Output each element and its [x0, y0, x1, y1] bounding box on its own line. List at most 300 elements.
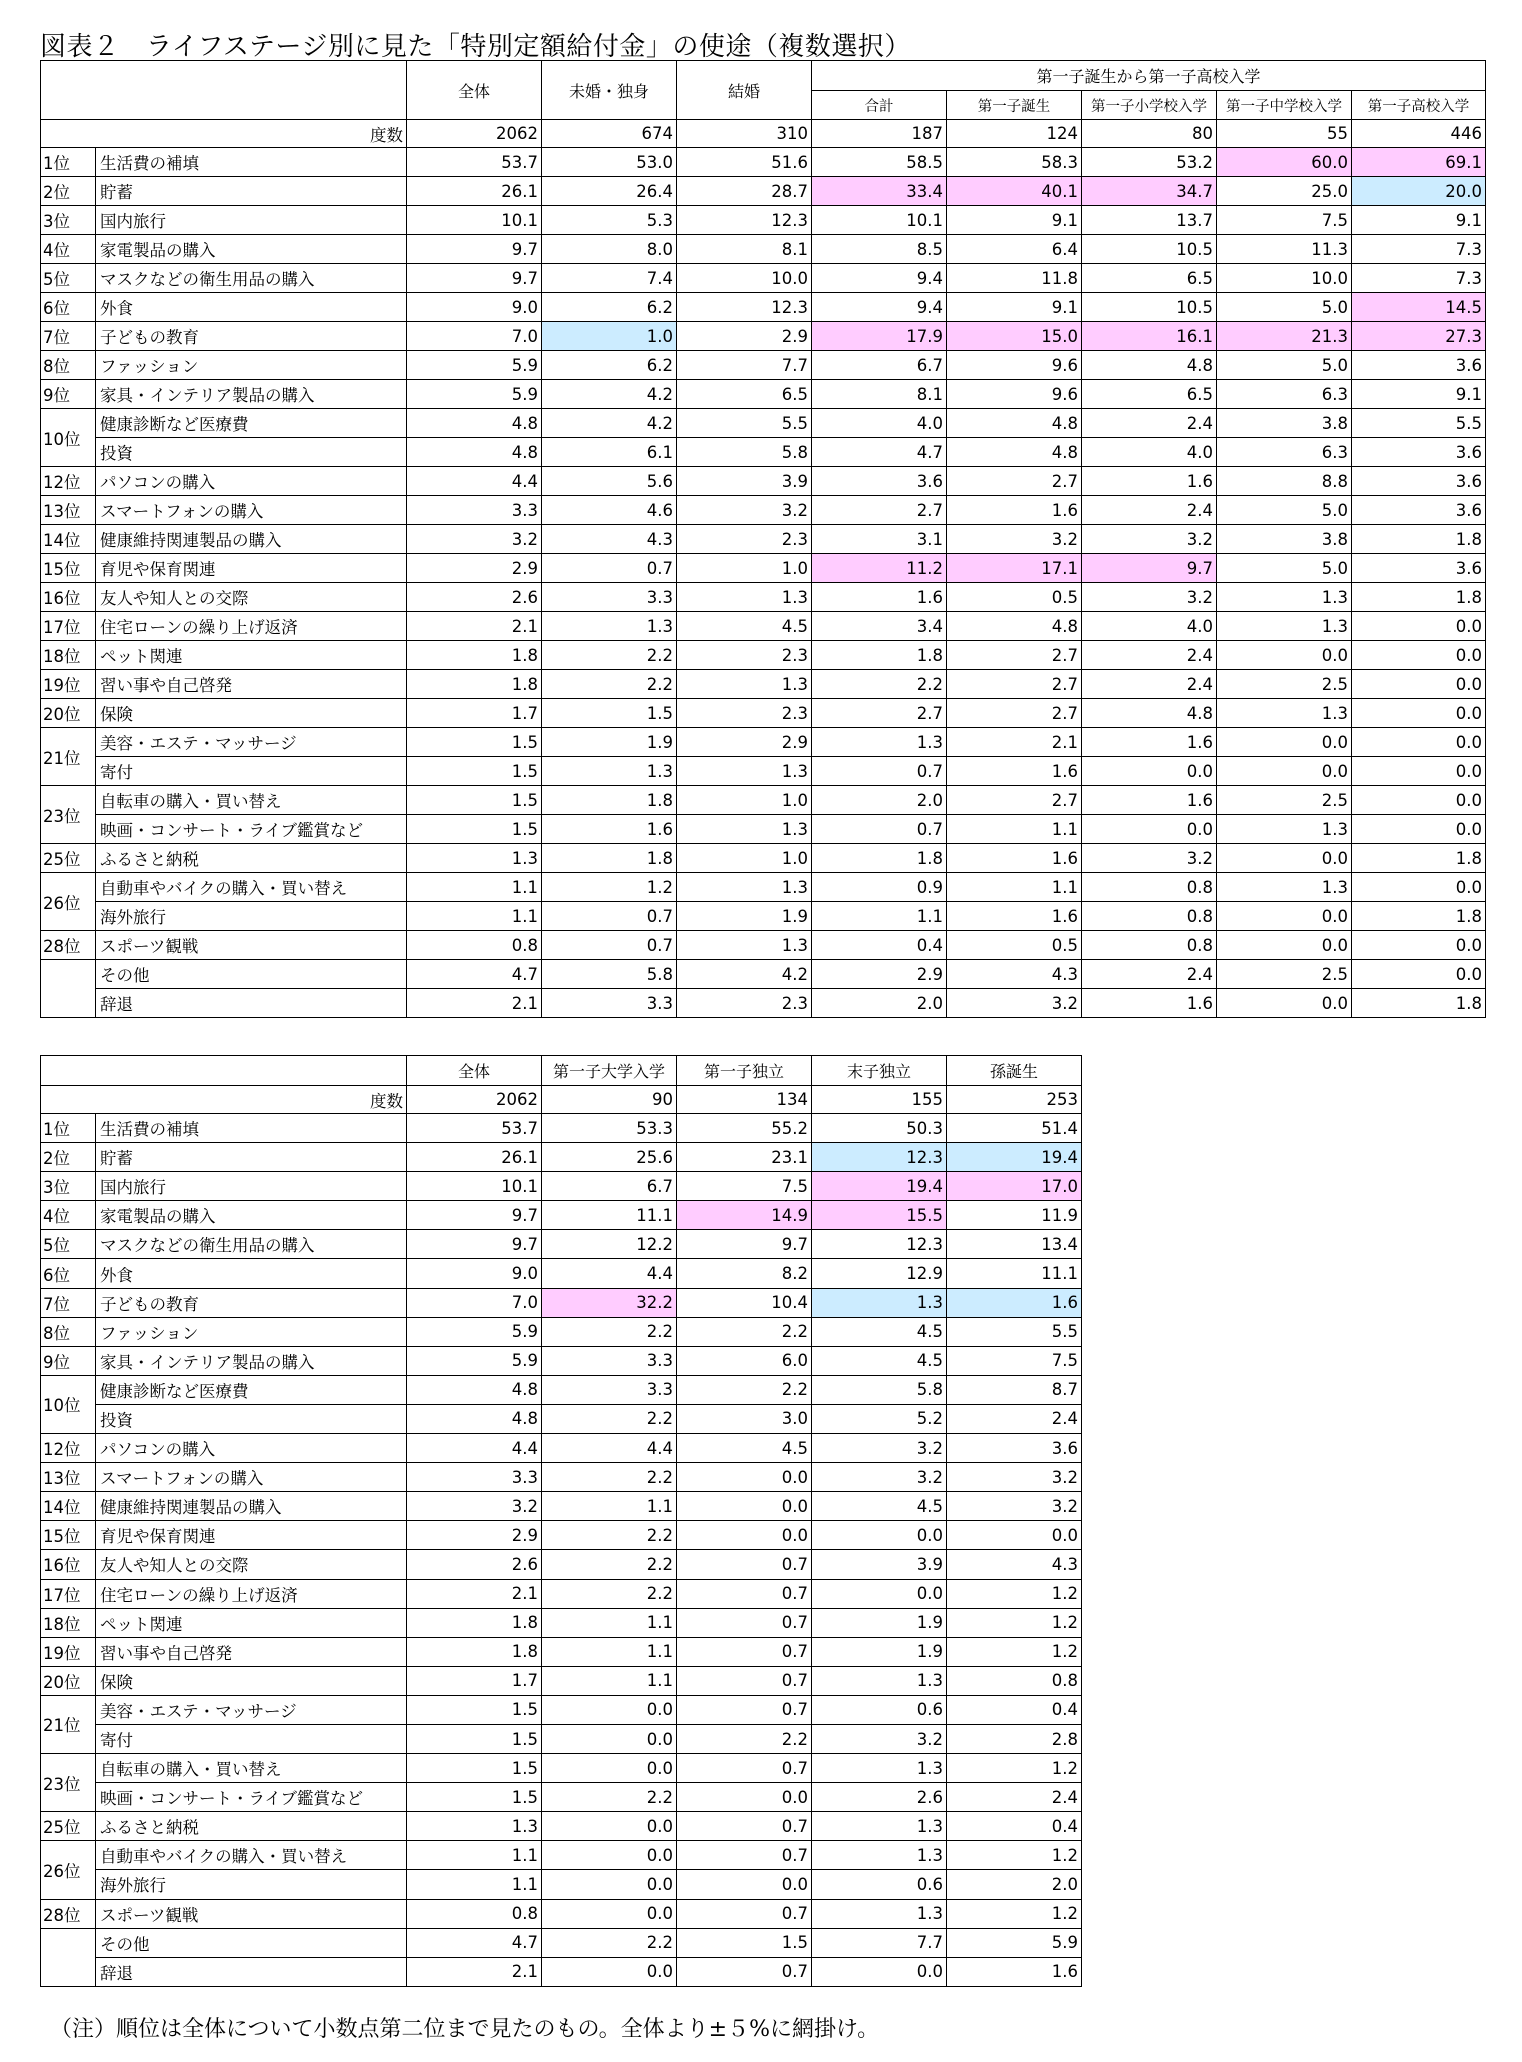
item-cell: 家具・インテリア製品の購入 — [96, 1346, 407, 1375]
value-cell: 4.3 — [947, 960, 1082, 989]
figure-title: 図表２ ライフステージ別に見た「特別定額給付金」の使途（複数選択） — [40, 32, 911, 62]
value-cell: 53.3 — [542, 1114, 677, 1143]
column-header: 結婚 — [677, 61, 812, 120]
value-cell: 2.7 — [812, 496, 947, 525]
table-row — [41, 525, 1486, 554]
value-cell: 3.9 — [677, 467, 812, 496]
value-cell: 2.7 — [812, 699, 947, 728]
count-cell: 674 — [542, 120, 677, 148]
value-cell: 0.0 — [542, 1754, 677, 1783]
value-cell: 0.0 — [1217, 902, 1352, 931]
value-cell: 0.0 — [542, 1695, 677, 1724]
value-cell: 4.2 — [542, 409, 677, 438]
value-cell: 1.6 — [947, 1288, 1082, 1317]
value-cell: 1.8 — [1352, 525, 1486, 554]
value-cell: 3.3 — [542, 583, 677, 612]
value-cell: 2.4 — [1082, 960, 1217, 989]
table-row — [41, 1492, 1082, 1521]
column-header: 第一子中学校入学 — [1217, 91, 1352, 120]
table-row — [41, 1404, 1082, 1433]
item-cell: 健康維持関連製品の購入 — [96, 1492, 407, 1521]
value-cell: 3.8 — [1217, 409, 1352, 438]
value-cell: 0.7 — [677, 1957, 812, 1986]
value-cell: 1.7 — [407, 1666, 542, 1695]
value-cell: 1.1 — [542, 1637, 677, 1666]
value-cell: 2.9 — [407, 1521, 542, 1550]
value-cell: 1.6 — [947, 496, 1082, 525]
value-cell: 8.5 — [812, 235, 947, 264]
item-cell: 住宅ローンの繰り上げ返済 — [96, 1579, 407, 1608]
value-cell: 0.7 — [677, 1666, 812, 1695]
value-cell: 1.6 — [1082, 467, 1217, 496]
value-cell: 1.0 — [677, 844, 812, 873]
rank-cell: 15位 — [41, 554, 96, 583]
table-row — [41, 1230, 1082, 1259]
value-cell: 9.1 — [1352, 380, 1486, 409]
rank-cell: 28位 — [41, 931, 96, 960]
value-cell: 1.6 — [1082, 728, 1217, 757]
value-cell: 0.7 — [677, 1637, 812, 1666]
rank-cell: 12位 — [41, 1434, 96, 1463]
table-row — [41, 409, 1486, 438]
value-cell: 11.9 — [947, 1201, 1082, 1230]
value-cell: 1.8 — [812, 641, 947, 670]
value-cell: 1.3 — [1217, 873, 1352, 902]
value-cell: 2.7 — [947, 699, 1082, 728]
header-blank — [41, 1056, 407, 1086]
value-cell: 11.8 — [947, 264, 1082, 293]
rank-cell: 9位 — [41, 380, 96, 409]
value-cell: 9.7 — [407, 1230, 542, 1259]
value-cell: 7.5 — [677, 1172, 812, 1201]
value-cell: 0.0 — [1217, 757, 1352, 786]
table-row — [41, 1608, 1082, 1637]
item-cell: 美容・エステ・マッサージ — [96, 1695, 407, 1724]
value-cell: 2.2 — [542, 1928, 677, 1957]
value-cell: 58.5 — [812, 148, 947, 177]
value-cell: 0.0 — [1352, 757, 1486, 786]
item-cell: 外食 — [96, 293, 407, 322]
item-cell: 映画・コンサート・ライブ鑑賞など — [96, 1783, 407, 1812]
value-cell: 1.6 — [1082, 786, 1217, 815]
value-cell: 1.1 — [407, 1841, 542, 1870]
value-cell: 1.5 — [542, 699, 677, 728]
value-cell: 2.5 — [1217, 786, 1352, 815]
value-cell: 3.6 — [1352, 554, 1486, 583]
value-cell: 3.2 — [1082, 583, 1217, 612]
value-cell: 8.1 — [812, 380, 947, 409]
item-cell: 自転車の購入・買い替え — [96, 786, 407, 815]
value-cell: 6.3 — [1217, 380, 1352, 409]
value-cell: 5.0 — [1217, 554, 1352, 583]
item-cell: 健康診断など医療費 — [96, 1375, 407, 1404]
value-cell: 2.4 — [1082, 641, 1217, 670]
value-cell: 1.3 — [542, 757, 677, 786]
table-row — [41, 1812, 1082, 1841]
value-cell: 4.5 — [812, 1492, 947, 1521]
value-cell: 0.0 — [1352, 612, 1486, 641]
value-cell: 20.0 — [1352, 177, 1486, 206]
value-cell: 4.8 — [407, 438, 542, 467]
table-row — [41, 1957, 1082, 1986]
value-cell: 1.8 — [1352, 989, 1486, 1018]
value-cell: 58.3 — [947, 148, 1082, 177]
value-cell: 12.9 — [812, 1259, 947, 1288]
count-cell: 2062 — [407, 1086, 542, 1114]
table-row — [41, 1172, 1082, 1201]
value-cell: 4.8 — [1082, 699, 1217, 728]
count-cell: 253 — [947, 1086, 1082, 1114]
value-cell: 2.4 — [1082, 670, 1217, 699]
value-cell: 11.1 — [947, 1259, 1082, 1288]
table-row — [41, 1317, 1082, 1346]
value-cell: 9.6 — [947, 380, 1082, 409]
item-cell: ペット関連 — [96, 1608, 407, 1637]
item-cell: その他 — [96, 1928, 407, 1957]
value-cell: 0.0 — [542, 1812, 677, 1841]
item-cell: 健康診断など医療費 — [96, 409, 407, 438]
value-cell: 1.8 — [542, 786, 677, 815]
value-cell: 4.5 — [677, 1434, 812, 1463]
value-cell: 14.9 — [677, 1201, 812, 1230]
value-cell: 6.5 — [677, 380, 812, 409]
value-cell: 2.2 — [542, 670, 677, 699]
rank-cell: 8位 — [41, 1317, 96, 1346]
value-cell: 5.9 — [407, 380, 542, 409]
value-cell: 0.8 — [1082, 931, 1217, 960]
rank-cell: 21位 — [41, 1695, 96, 1753]
value-cell: 1.3 — [677, 583, 812, 612]
value-cell: 2.2 — [542, 1317, 677, 1346]
value-cell: 3.6 — [1352, 351, 1486, 380]
value-cell: 2.6 — [407, 583, 542, 612]
value-cell: 2.2 — [542, 641, 677, 670]
value-cell: 1.6 — [812, 583, 947, 612]
value-cell: 9.0 — [407, 1259, 542, 1288]
value-cell: 1.8 — [407, 641, 542, 670]
value-cell: 1.9 — [677, 902, 812, 931]
column-header: 第一子高校入学 — [1352, 91, 1486, 120]
value-cell: 2.1 — [407, 1579, 542, 1608]
item-cell: 家電製品の購入 — [96, 235, 407, 264]
item-cell: 辞退 — [96, 1957, 407, 1986]
value-cell: 13.4 — [947, 1230, 1082, 1259]
value-cell: 2.1 — [407, 989, 542, 1018]
value-cell: 6.7 — [542, 1172, 677, 1201]
table-row — [41, 1143, 1082, 1172]
value-cell: 2.4 — [947, 1783, 1082, 1812]
count-cell: 187 — [812, 120, 947, 148]
value-cell: 1.8 — [542, 844, 677, 873]
count-cell: 2062 — [407, 120, 542, 148]
value-cell: 1.5 — [407, 786, 542, 815]
value-cell: 4.6 — [542, 496, 677, 525]
table-row — [41, 1201, 1082, 1230]
value-cell: 4.8 — [947, 409, 1082, 438]
value-cell: 2.9 — [677, 322, 812, 351]
table-row — [41, 815, 1486, 844]
table-row — [41, 1463, 1082, 1492]
value-cell: 1.1 — [812, 902, 947, 931]
item-cell: ファッション — [96, 351, 407, 380]
table-row — [41, 293, 1486, 322]
column-header: 末子独立 — [812, 1056, 947, 1086]
value-cell: 0.7 — [542, 554, 677, 583]
group-header: 第一子誕生から第一子高校入学 — [812, 61, 1486, 91]
value-cell: 3.2 — [677, 496, 812, 525]
value-cell: 1.0 — [542, 322, 677, 351]
rank-cell — [41, 960, 96, 1018]
table-row — [41, 1637, 1082, 1666]
value-cell: 3.4 — [812, 612, 947, 641]
table-row — [41, 206, 1486, 235]
value-cell: 1.8 — [1352, 844, 1486, 873]
rank-cell: 19位 — [41, 670, 96, 699]
value-cell: 7.3 — [1352, 264, 1486, 293]
value-cell: 10.1 — [407, 1172, 542, 1201]
value-cell: 3.2 — [1082, 525, 1217, 554]
value-cell: 5.9 — [407, 1346, 542, 1375]
value-cell: 2.3 — [677, 525, 812, 554]
value-cell: 4.7 — [812, 438, 947, 467]
value-cell: 0.0 — [1352, 931, 1486, 960]
rank-cell: 26位 — [41, 873, 96, 931]
value-cell: 13.7 — [1082, 206, 1217, 235]
value-cell: 1.3 — [812, 1666, 947, 1695]
value-cell: 0.7 — [812, 757, 947, 786]
table-row — [41, 612, 1486, 641]
value-cell: 3.6 — [1352, 467, 1486, 496]
value-cell: 0.7 — [542, 931, 677, 960]
value-cell: 51.6 — [677, 148, 812, 177]
count-cell: 134 — [677, 1086, 812, 1114]
value-cell: 5.3 — [542, 206, 677, 235]
column-header: 未婚・独身 — [542, 61, 677, 120]
value-cell: 9.6 — [947, 351, 1082, 380]
column-header: 第一子独立 — [677, 1056, 812, 1086]
item-cell: 国内旅行 — [96, 1172, 407, 1201]
value-cell: 12.2 — [542, 1230, 677, 1259]
value-cell: 53.7 — [407, 1114, 542, 1143]
rank-cell: 23位 — [41, 786, 96, 844]
value-cell: 6.0 — [677, 1346, 812, 1375]
rank-cell: 12位 — [41, 467, 96, 496]
value-cell: 2.2 — [677, 1724, 812, 1753]
value-cell: 4.8 — [1082, 351, 1217, 380]
rank-cell: 15位 — [41, 1521, 96, 1550]
value-cell: 4.0 — [1082, 438, 1217, 467]
value-cell: 4.4 — [542, 1434, 677, 1463]
header-blank — [41, 61, 407, 120]
value-cell: 10.0 — [1217, 264, 1352, 293]
item-cell: スポーツ観戦 — [96, 1899, 407, 1928]
table-row — [41, 1434, 1082, 1463]
value-cell: 17.9 — [812, 322, 947, 351]
table-row — [41, 583, 1486, 612]
rank-cell: 9位 — [41, 1346, 96, 1375]
value-cell: 3.3 — [542, 1375, 677, 1404]
value-cell: 1.3 — [407, 1812, 542, 1841]
value-cell: 1.3 — [677, 873, 812, 902]
value-cell: 3.8 — [1217, 525, 1352, 554]
value-cell: 1.9 — [542, 728, 677, 757]
item-cell: ふるさと納税 — [96, 1812, 407, 1841]
value-cell: 1.1 — [542, 1492, 677, 1521]
table-row — [41, 467, 1486, 496]
value-cell: 7.0 — [407, 1288, 542, 1317]
value-cell: 1.2 — [947, 1841, 1082, 1870]
value-cell: 1.5 — [407, 757, 542, 786]
value-cell: 3.2 — [407, 525, 542, 554]
value-cell: 9.7 — [407, 235, 542, 264]
rank-cell: 16位 — [41, 583, 96, 612]
value-cell: 0.0 — [1352, 699, 1486, 728]
value-cell: 6.1 — [542, 438, 677, 467]
item-cell: 保険 — [96, 1666, 407, 1695]
item-cell: マスクなどの衛生用品の購入 — [96, 264, 407, 293]
value-cell: 2.9 — [407, 554, 542, 583]
value-cell: 19.4 — [812, 1172, 947, 1201]
value-cell: 7.5 — [947, 1346, 1082, 1375]
value-cell: 3.2 — [812, 1724, 947, 1753]
table-row — [41, 699, 1486, 728]
column-header: 第一子大学入学 — [542, 1056, 677, 1086]
item-cell: パソコンの購入 — [96, 467, 407, 496]
table-row — [41, 1579, 1082, 1608]
item-cell: 育児や保育関連 — [96, 1521, 407, 1550]
item-cell: マスクなどの衛生用品の購入 — [96, 1230, 407, 1259]
value-cell: 5.0 — [1217, 496, 1352, 525]
value-cell: 3.2 — [1082, 844, 1217, 873]
item-cell: 習い事や自己啓発 — [96, 670, 407, 699]
value-cell: 53.2 — [1082, 148, 1217, 177]
value-cell: 2.5 — [1217, 670, 1352, 699]
value-cell: 0.0 — [812, 1579, 947, 1608]
value-cell: 7.4 — [542, 264, 677, 293]
value-cell: 1.6 — [542, 815, 677, 844]
value-cell: 8.7 — [947, 1375, 1082, 1404]
value-cell: 0.0 — [1352, 873, 1486, 902]
value-cell: 5.9 — [407, 1317, 542, 1346]
value-cell: 1.5 — [407, 1695, 542, 1724]
value-cell: 1.8 — [812, 844, 947, 873]
value-cell: 0.0 — [1352, 670, 1486, 699]
value-cell: 34.7 — [1082, 177, 1217, 206]
value-cell: 1.6 — [947, 1957, 1082, 1986]
column-header: 孫誕生 — [947, 1056, 1082, 1086]
value-cell: 7.0 — [407, 322, 542, 351]
value-cell: 27.3 — [1352, 322, 1486, 351]
table-row — [41, 960, 1486, 989]
item-cell: 住宅ローンの繰り上げ返済 — [96, 612, 407, 641]
value-cell: 19.4 — [947, 1143, 1082, 1172]
value-cell: 1.8 — [407, 670, 542, 699]
value-cell: 3.6 — [812, 467, 947, 496]
value-cell: 10.1 — [812, 206, 947, 235]
value-cell: 4.5 — [812, 1346, 947, 1375]
value-cell: 1.1 — [407, 1870, 542, 1899]
value-cell: 8.8 — [1217, 467, 1352, 496]
table-row — [41, 177, 1486, 206]
item-cell: 寄付 — [96, 1724, 407, 1753]
value-cell: 1.1 — [407, 902, 542, 931]
value-cell: 1.3 — [407, 844, 542, 873]
value-cell: 5.0 — [1217, 351, 1352, 380]
value-cell: 1.3 — [1217, 583, 1352, 612]
value-cell: 0.0 — [1352, 641, 1486, 670]
value-cell: 0.0 — [677, 1870, 812, 1899]
item-cell: 辞退 — [96, 989, 407, 1018]
value-cell: 0.0 — [677, 1521, 812, 1550]
item-cell: 美容・エステ・マッサージ — [96, 728, 407, 757]
item-cell: その他 — [96, 960, 407, 989]
value-cell: 2.9 — [677, 728, 812, 757]
value-cell: 0.8 — [1082, 873, 1217, 902]
value-cell: 1.3 — [812, 1288, 947, 1317]
value-cell: 2.1 — [407, 612, 542, 641]
value-cell: 10.5 — [1082, 293, 1217, 322]
value-cell: 2.7 — [947, 641, 1082, 670]
value-cell: 0.5 — [947, 583, 1082, 612]
value-cell: 0.8 — [407, 1899, 542, 1928]
value-cell: 1.1 — [407, 873, 542, 902]
rank-cell: 7位 — [41, 1288, 96, 1317]
column-header: 合計 — [812, 91, 947, 120]
table-row — [41, 989, 1486, 1018]
value-cell: 0.7 — [677, 1841, 812, 1870]
value-cell: 0.0 — [1352, 728, 1486, 757]
rank-cell: 17位 — [41, 612, 96, 641]
item-cell: スポーツ観戦 — [96, 931, 407, 960]
item-cell: 習い事や自己啓発 — [96, 1637, 407, 1666]
value-cell: 11.3 — [1217, 235, 1352, 264]
item-cell: 友人や知人との交際 — [96, 1550, 407, 1579]
value-cell: 3.3 — [542, 1346, 677, 1375]
count-row — [41, 120, 1486, 148]
value-cell: 5.2 — [812, 1404, 947, 1433]
table-row — [41, 554, 1486, 583]
value-cell: 9.7 — [677, 1230, 812, 1259]
value-cell: 1.3 — [812, 1841, 947, 1870]
value-cell: 1.6 — [947, 757, 1082, 786]
count-cell: 90 — [542, 1086, 677, 1114]
value-cell: 2.2 — [542, 1404, 677, 1433]
value-cell: 0.4 — [812, 931, 947, 960]
value-cell: 1.5 — [407, 1783, 542, 1812]
rank-cell: 19位 — [41, 1637, 96, 1666]
value-cell: 1.2 — [947, 1754, 1082, 1783]
item-cell: 映画・コンサート・ライブ鑑賞など — [96, 815, 407, 844]
value-cell: 25.0 — [1217, 177, 1352, 206]
value-cell: 6.4 — [947, 235, 1082, 264]
item-cell: 自動車やバイクの購入・買い替え — [96, 873, 407, 902]
table-row — [41, 1259, 1082, 1288]
rank-cell: 26位 — [41, 1841, 96, 1899]
value-cell: 0.7 — [677, 1579, 812, 1608]
value-cell: 6.7 — [812, 351, 947, 380]
value-cell: 9.1 — [947, 206, 1082, 235]
value-cell: 1.8 — [1352, 902, 1486, 931]
value-cell: 0.0 — [1217, 844, 1352, 873]
value-cell: 1.5 — [677, 1928, 812, 1957]
value-cell: 1.3 — [812, 1899, 947, 1928]
value-cell: 1.5 — [407, 728, 542, 757]
rank-cell: 13位 — [41, 1463, 96, 1492]
value-cell: 3.2 — [947, 525, 1082, 554]
value-cell: 1.1 — [542, 1666, 677, 1695]
value-cell: 5.9 — [407, 351, 542, 380]
value-cell: 6.5 — [1082, 264, 1217, 293]
